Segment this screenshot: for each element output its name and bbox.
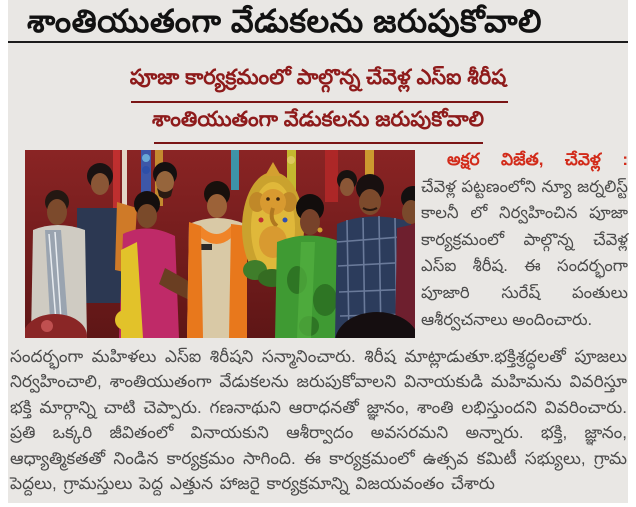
headline: శాంతియుతంగా వేడుకలను జరుపుకోవాలి <box>27 3 542 39</box>
news-photo <box>25 150 415 338</box>
subheadline-1: పూజా కార్యక్రమంలో పాల్గొన్న చేవెళ్ల ఎస్ఐ శీరీష <box>129 66 507 89</box>
body-paragraph: సందర్భంగా మహిళలు ఎస్ఐ శిరీషని సన్మానించారు. శిరీష మాట్లాడుతూ.భక్తిశ్రద్ధలతో పూజలు నిర్వహించాలి, శాంతియుతంగా వేడుకలను జరుపుకోవాలని వినాయకుడి మహిమను వివరిస్తూ భక్తి మార్గాన్ని చాటి చెప్పారు. గణనాథుని ఆరాధనతో జ్ఞానం, శాంతి లభిస్తుందని వివరించారు. ప్రతి ఒక్కరి జీవితంలో వినాయకుని ఆశీర్వాదం అవసరమని అన్నారు. భక్తి, జ్ఞానం, ఆధ్యాత్మికతతో నిండిన కార్యక్రమం సాగింది. ఈ కార్యక్రమంలో ఉత్సవ కమిటీ సభ్యులు, గ్రామ పెద్దలు, గ్రామస్తులు పెద్ద ఎత్తున హాజరై కార్యక్రమాన్ని విజయవంతం చేశారు <box>10 347 627 494</box>
subheadline-1-underline <box>131 101 508 103</box>
subheadline-2-underline <box>154 142 483 144</box>
headline-divider <box>8 41 628 43</box>
lead-paragraph: చేవెళ్ల పట్టణంలోని న్యూ జర్నలిస్ట్ కాలనీ లో నిర్వహించిన పూజా కార్యక్రమంలో పాల్గొన్న చేవెళ్ల ఎస్ఐ శీరీష. ఈ సందర్భంగా పూజారి సురేష్ పంతులు ఆశీర్వచనాలు అందించారు. <box>421 177 628 329</box>
subheadline-2: శాంతియుతంగా వేడుకలను జరుపుకోవాలి <box>151 108 485 131</box>
lead-column <box>421 147 628 333</box>
dateline: అక్షర విజేత, చేవెళ్ల : <box>447 150 628 169</box>
